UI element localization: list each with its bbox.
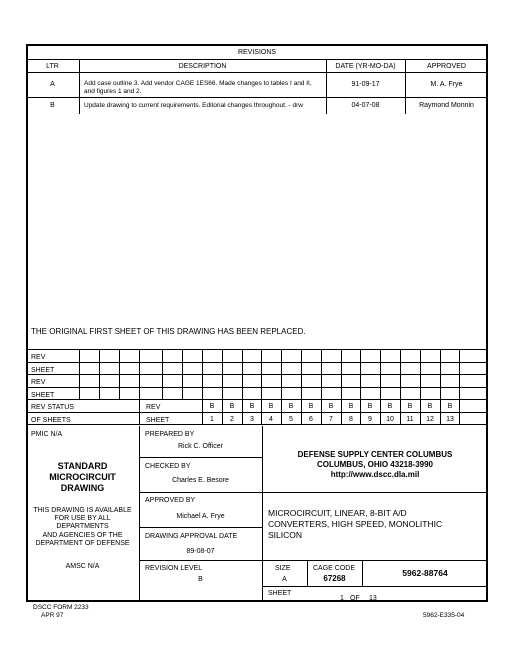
rev-status-cell: B: [348, 403, 354, 410]
sheet-number-cell: 8: [349, 416, 353, 423]
agency-name: DEFENSE SUPPLY CENTER COLUMBUS: [297, 450, 453, 459]
rev-status-cell: B: [268, 403, 274, 410]
replaced-notice: THE ORIGINAL FIRST SHEET OF THIS DRAWING HAS BEEN REPLACED.: [31, 327, 306, 336]
revision-level: B: [198, 576, 203, 583]
header-description: DESCRIPTION: [178, 63, 227, 70]
sheet-block-label: SHEET: [268, 590, 292, 597]
rev-b-approved: Raymond Monnin: [419, 102, 474, 109]
rev-a-approved: M. A. Frye: [430, 81, 463, 88]
amsc: AMSC N/A: [65, 563, 100, 570]
rev-b-date: 04-07-08: [351, 102, 380, 109]
rev-b-ltr: B: [50, 102, 55, 109]
sheet-number-cell: 7: [329, 416, 333, 423]
approval-date: 89-08-07: [186, 548, 215, 555]
rev-status-cell: B: [229, 403, 235, 410]
rev-status-cell: B: [427, 403, 433, 410]
approved-by: Michael A. Frye: [176, 513, 225, 520]
rev-status-label: REV STATUS: [31, 404, 74, 411]
size-value: A: [282, 576, 287, 583]
document-number: 5962-88764: [402, 568, 448, 578]
rev-status-cell: B: [328, 403, 334, 410]
sheet-number-cell: 10: [386, 416, 394, 423]
rev-a-date: 91-09-17: [351, 81, 380, 88]
rev-label: REV: [146, 404, 161, 411]
form-date: APR 97: [41, 612, 64, 619]
drawing-title-1: MICROCIRCUIT, LINEAR, 8-BIT A/D: [268, 508, 407, 518]
rev-status-cell: B: [447, 403, 453, 410]
rev-status-cell: B: [209, 403, 215, 410]
sheet-number-cell: 9: [368, 416, 372, 423]
sheet-number: 1: [340, 595, 344, 602]
document-id: 5962-E335-04: [423, 612, 465, 619]
availability-2: FOR USE BY ALL: [54, 515, 111, 522]
drawing-title-2: CONVERTERS, HIGH SPEED, MONOLITHIC: [268, 519, 443, 529]
std-title-1: STANDARD: [57, 461, 108, 471]
rev-b-description: Update drawing to current requirements. Editorial changes throughout. - drw: [84, 102, 303, 109]
rev-a-ltr: A: [50, 81, 55, 88]
agency-address: COLUMBUS, OHIO 43218-3990: [316, 460, 434, 469]
cage-code-label: CAGE CODE: [313, 565, 356, 572]
std-title-2: MICROCIRCUIT: [49, 472, 116, 482]
sheet-number-cell: 4: [269, 416, 273, 423]
rev-a-description-2: and figures 1 and 2.: [84, 88, 142, 95]
sheet-label: SHEET: [146, 417, 170, 424]
checked-by: Charles E. Besore: [172, 477, 229, 484]
rev-status-cell: B: [407, 403, 413, 410]
rev-status-cell: B: [387, 403, 393, 410]
sheet-number-cell: 2: [230, 416, 234, 423]
revision-level-label: REVISION LEVEL: [145, 565, 203, 572]
header-ltr: LTR: [46, 63, 59, 70]
sheet-total: 13: [369, 595, 377, 602]
rev-a-description-1: Add case outline 3. Add vendor CAGE 1ES66. Made changes to tables I and II,: [84, 80, 312, 87]
approval-date-label: DRAWING APPROVAL DATE: [145, 533, 238, 540]
header-approved: APPROVED: [427, 63, 466, 70]
agency-url: http://www.dscc.dla.mil: [330, 470, 420, 479]
std-title-3: DRAWING: [60, 483, 105, 493]
availability-1: THIS DRAWING IS AVAILABLE: [33, 507, 132, 514]
drawing-title-3: SILICON: [268, 530, 303, 540]
checked-by-label: CHECKED BY: [145, 463, 191, 470]
prepared-by-label: PREPARED BY: [145, 431, 195, 438]
sheet-number-cell: 5: [289, 416, 293, 423]
cage-code: 67268: [323, 574, 346, 583]
sheet-number-cell: 1: [210, 416, 214, 423]
form-number: DSCC FORM 2233: [33, 604, 89, 611]
prepared-by: Rick C. Officer: [178, 443, 223, 450]
approved-by-label: APPROVED BY: [145, 497, 196, 504]
header-date: DATE (YR-MO-DA): [335, 63, 396, 70]
grid-label-sheet-2: SHEET: [31, 392, 55, 399]
sheet-number-cell: 12: [426, 416, 434, 423]
rev-status-cell: B: [367, 403, 373, 410]
grid-label-rev-2: REV: [31, 379, 46, 386]
of-sheets-label: OF SHEETS: [31, 417, 71, 424]
availability-5: DEPARTMENT OF DEFENSE: [35, 540, 130, 547]
size-label: SIZE: [275, 565, 291, 572]
sheet-number-cell: 3: [250, 416, 254, 423]
grid-label-rev-1: REV: [31, 354, 46, 361]
revisions-title: REVISIONS: [237, 49, 277, 56]
rev-status-cell: B: [249, 403, 255, 410]
availability-4: AND AGENCIES OF THE: [42, 532, 123, 539]
grid-label-sheet-1: SHEET: [31, 367, 55, 374]
sheet-of-label: OF: [350, 595, 360, 602]
pmic: PMIC N/A: [31, 431, 63, 438]
rev-status-cell: B: [288, 403, 294, 410]
sheet-number-cell: 13: [446, 416, 454, 423]
sheet-number-cell: 6: [309, 416, 313, 423]
sheet-number-cell: 11: [406, 416, 414, 423]
rev-status-cell: B: [308, 403, 314, 410]
availability-3: DEPARTMENTS: [56, 523, 109, 530]
